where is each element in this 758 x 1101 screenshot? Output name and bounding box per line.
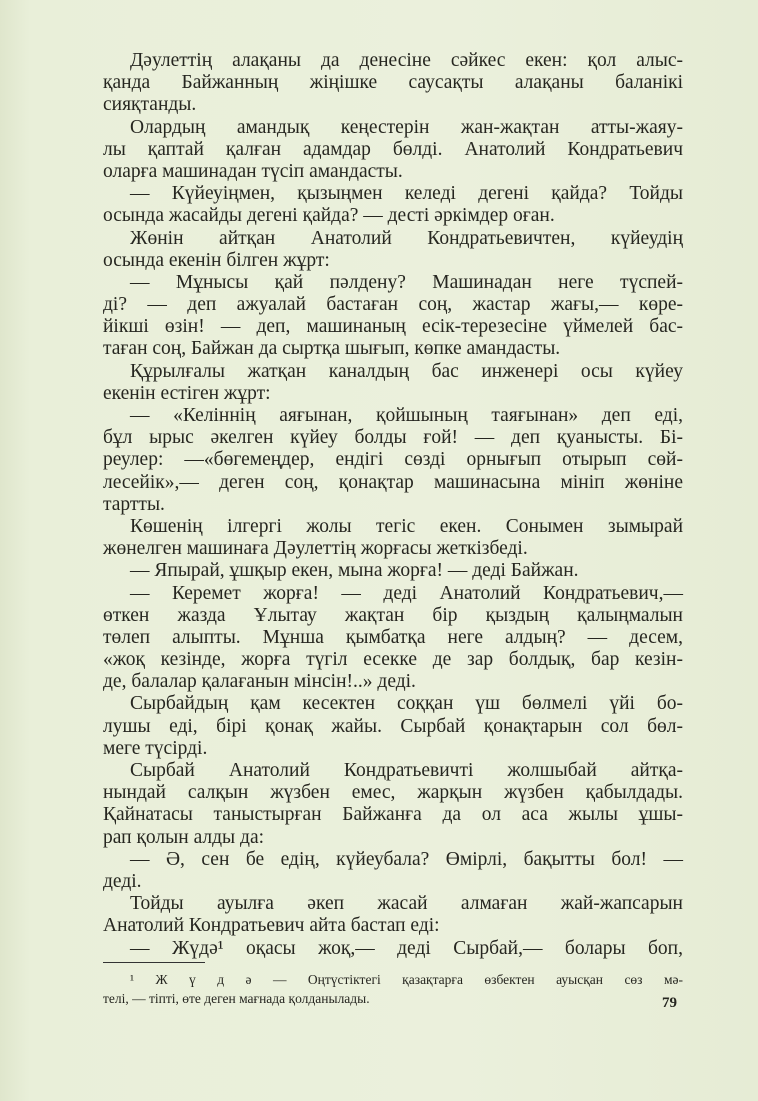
text-line: Сырбай Анатолий Кондратьевичті жолшыбай айтқа- [130, 760, 683, 781]
text-line: деді. [103, 870, 142, 892]
text-line: — Мұнысы қай пәлдену? Машинадан неге түспей- [130, 271, 683, 293]
text-line: төлеп алыпты. Мұнша қымбатқа неге алдың? — десем, [103, 626, 683, 648]
text-line: лесейік»,— деген соң, қонақтар машинасына мініп жөніне [103, 471, 683, 493]
text-line: тартты. [103, 493, 165, 515]
text-line: осында жасайды дегені қайда? — десті әркімдер оған. [103, 205, 555, 227]
text-line: йікші өзін! — деп, машинаның есік-терезесіне үймелей бас- [103, 316, 683, 338]
text-line: жөнелген машинаға Дәулеттің жорғасы жеткізбеді. [103, 538, 528, 560]
text-line: лушы еді, бірі қонақ жайы. Сырбай қонақтарын сол бөл- [103, 715, 683, 737]
text-line: — Керемет жорға! — деді Анатолий Кондратьевич,— [130, 582, 683, 604]
text-line: өткен жазда Ұлытау жақтан бір қыздың қалыңмалын [103, 604, 683, 626]
text-line: «жоқ кезінде, жорға түгіл есекке де зар болдық, бар кезін- [103, 649, 683, 671]
text-line: Жөнін айтқан Анатолий Кондратьевичтен, күйеудің [130, 227, 683, 249]
text-line: — «Келіннің аяғынан, қойшының таяғынан» деп еді, [130, 405, 683, 426]
text-line: Көшенің ілгергі жолы тегіс екен. Сонымен зымырай [130, 515, 683, 537]
text-line: Тойды ауылға әкеп жасай алмаған жай-жапсарын [130, 893, 683, 915]
text-line: меге түсірді. [103, 737, 208, 759]
text-line: екенін естіген жұрт: [103, 382, 271, 404]
text-line: сияқтанды. [103, 94, 197, 116]
text-line: Дәулеттің алақаны да денесіне сәйкес екен: қол алыс- [130, 50, 683, 71]
text-line: лы қаптай қалған адамдар бөлді. Анатолий Кондратьевич [103, 138, 683, 160]
text-line: де, балалар қалағанын мінсін!..» деді. [103, 671, 416, 693]
text-line: — Япырай, ұшқыр екен, мына жорға! — деді Байжан. [130, 560, 579, 582]
footnote [103, 970, 683, 1008]
text-line: реулер: —«бөгемеңдер, ендігі сөзді орнығып отырып сөй- [103, 449, 683, 471]
footnote-line: ¹ Ж ү д ә — Оңтүстіктегі қазақтарға өзбектен ауысқан сөз мә- [130, 972, 683, 987]
text-line: рап қолын алды да: [103, 826, 265, 848]
text-line: Анатолий Кондратьевич айта бастап еді: [103, 915, 440, 937]
text-line: Сырбайдың қам кесектен соққан үш бөлмелі үйі бо- [130, 693, 683, 715]
text-line: Құрылғалы жатқан каналдың бас инженері осы күйеу [130, 360, 683, 382]
text-line: ді? — деп ажуалай бастаған соң, жастар жағы,— көре- [103, 294, 683, 316]
text-line: Қайнатасы таныстырған Байжанға да ол аса жылы ұшы- [103, 804, 683, 826]
text-line: Олардың амандық кеңестерін жан-жақтан атты-жаяу- [130, 116, 683, 138]
text-line: — Ә, сен бе едің, күйеубала? Өмірлі, бақытты бол! — [130, 848, 683, 870]
text-line: осында екенін білген жұрт: [103, 249, 330, 271]
text-line: нындай салқын жүзбен емес, жарқын жүзбен қабылдады. [103, 782, 683, 804]
body-text [103, 50, 683, 960]
page-number: 79 [662, 995, 677, 1011]
footnote-divider [103, 962, 205, 963]
text-line: қанда Байжанның жіңішке саусақты алақаны баланікі [103, 72, 683, 94]
text-line: бұл ырыс әкелген күйеу болды ғой! — деп қуанысты. Бі- [103, 427, 683, 449]
text-line: — Күйеуіңмен, қызыңмен келеді дегені қайда? Тойды [130, 183, 683, 205]
text-line: таған соң, Байжан да сыртқа шығып, көпке амандасты. [103, 338, 561, 360]
text-line: оларға машинадан түсіп амандасты. [103, 160, 403, 182]
text-line: — Жүдә¹ оқасы жоқ,— деді Сырбай,— болары боп, [130, 937, 683, 959]
footnote-line: телі, — тіпті, өте деген мағнада қолданылады. [103, 991, 370, 1006]
